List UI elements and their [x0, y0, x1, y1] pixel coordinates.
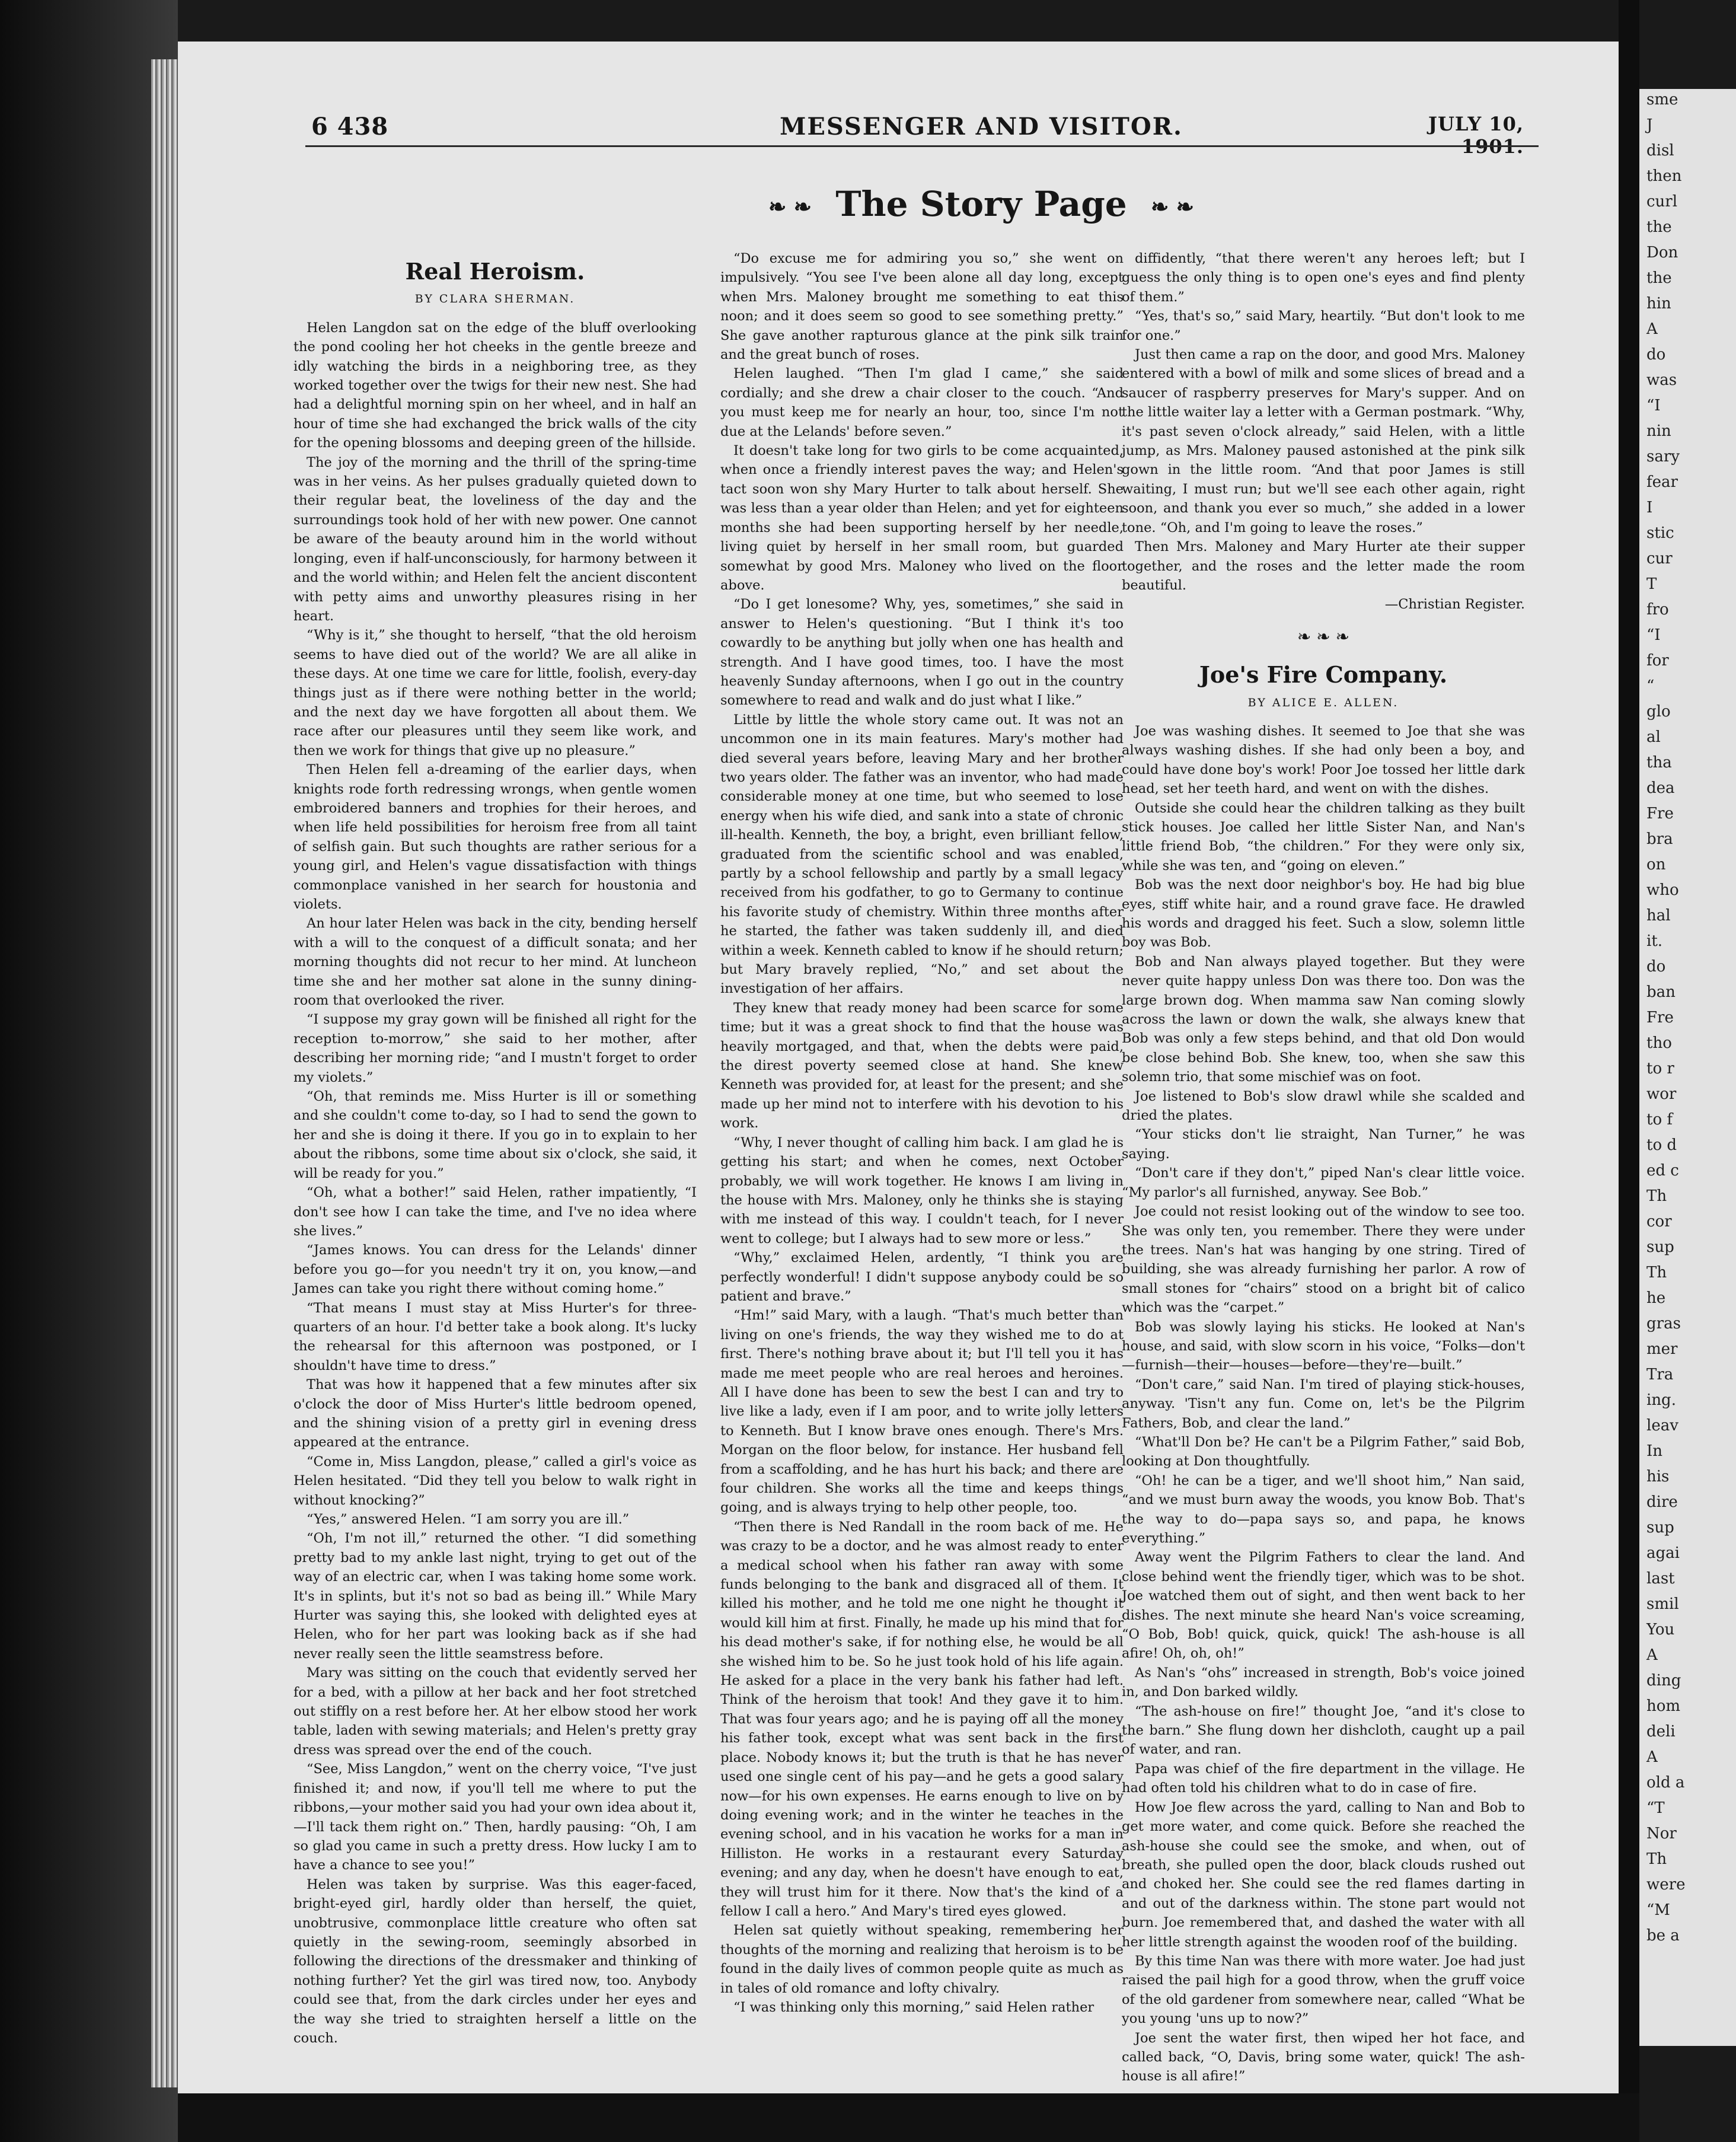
facing-page-text-fragment: his	[1646, 1468, 1670, 1486]
facing-page-text-fragment: “	[1646, 677, 1655, 695]
facing-page-text-fragment: glo	[1646, 703, 1671, 721]
facing-page-text-fragment: be a	[1646, 1927, 1680, 1945]
masthead-title: MESSENGER AND VISITOR.	[780, 113, 1183, 141]
byline-clara-sherman: BY CLARA SHERMAN.	[414, 292, 576, 306]
facing-page-text-fragment: T	[1646, 575, 1657, 593]
story-title-joes-fire-company: Joe's Fire Company.	[1199, 661, 1448, 689]
page-number: 6 438	[311, 113, 389, 141]
source-credit: —Christian Register.	[1384, 597, 1525, 613]
paragraph: diffidently, “that there weren't any heroes left; but I guess the only thing is to open one's eyes and find plenty of them.”	[1122, 251, 1525, 305]
facing-page-text-fragment: tho	[1646, 1034, 1672, 1052]
paragraph: “Yes,” answered Helen. “I am sorry you are ill.”	[307, 1512, 630, 1527]
paragraph: Little by little the whole story came out. It was not an uncommon one in its main features. Mary's mother had died several years before, leaving Mary and her brother two years older. The father was an inventor, who had made considerable money at one time, but who seemed to lose energy when his wife died, and sank into a state of chronic ill-health. Kenneth, the boy, a bright, even brilliant fellow, graduated from the scientific school and was enabled, partly by a school fellowship and partly by a small legacy received from his godfather, to go to Germany to continue his favorite study of chemistry. Within three months after he started, the father was taken suddenly ill, and died within a week. Kenneth cabled to know if he should return; but Mary bravely replied, “No,” and set about the investigation of her affairs.	[720, 712, 1124, 997]
facing-page-text-fragment: Nor	[1646, 1825, 1677, 1843]
facing-page-text-fragment: mer	[1646, 1340, 1678, 1358]
paragraph: They knew that ready money had been scarce for some time; but it was a great shock to find that the house was heavily mortgaged, and that, when the debts were paid, the direst poverty seemed close at hand. She knew Kenneth was provided for, at least for the present; and she made up her mind not to interfere with his devotion to his work.	[720, 1000, 1124, 1131]
paragraph: “Don't care,” said Nan. I'm tired of playing stick-houses, anyway. 'Tisn't any fun. Come on, let's be the Pilgrim Fathers, Bob, and clear the land.”	[1122, 1376, 1525, 1431]
facing-page-text-fragment: dire	[1646, 1493, 1678, 1511]
section-title: The Story Page	[835, 184, 1127, 224]
facing-page-text-fragment: ban	[1646, 983, 1676, 1001]
facing-page-text-fragment: “I	[1646, 626, 1661, 644]
facing-page-text-fragment: do	[1646, 346, 1666, 364]
paragraph: Papa was chief of the fire department in the village. He had often told his children what to do in case of fire.	[1122, 1761, 1525, 1796]
paragraph: Bob was the next door neighbor's boy. He had big blue eyes, stiff white hair, and a round grave face. He drawled his words and dragged his feet. Such a slow, solemn little boy was Bob.	[1122, 877, 1525, 951]
facing-page-text-fragment: Don	[1646, 244, 1678, 262]
paragraph: “Yes, that's so,” said Mary, heartily. “But don't look to me for one.”	[1122, 308, 1525, 343]
facing-page-text-fragment: sme	[1646, 91, 1678, 109]
facing-page-text-fragment: was	[1646, 371, 1677, 389]
section-heading	[762, 184, 1201, 224]
paragraph: As Nan's “ohs” increased in strength, Bob's voice joined in, and Don barked wildly.	[1122, 1665, 1525, 1700]
byline-alice-allen: BY ALICE E. ALLEN.	[1247, 696, 1399, 709]
header-rule	[305, 145, 1539, 147]
paragraph: Outside she could hear the children talking as they built stick houses. Joe called her little Sister Nan, and Nan's little friend Bob, “the children.” For they were only six, while she was ten, and “going on eleven.”	[1122, 800, 1525, 874]
paragraph: Joe sent the water first, then wiped her hot face, and called back, “O, Davis, bring some water, quick! The ash-house is all afire!”	[1122, 2030, 1525, 2084]
real-heroism-ending	[1122, 249, 1525, 595]
paragraph: It doesn't take long for two girls to be come acquainted, when once a friendly interest paves the way; and Helen's tact soon won shy Mary Hurter to talk about herself. She was less than a year older than Helen; and yet for eighteen months she had been supporting herself by her needle, living quiet by herself in her small room, but guarded somewhat by good Mrs. Maloney who lived on the floor above.	[720, 443, 1124, 593]
facing-page-text-fragment: “I	[1646, 397, 1661, 415]
paragraph: Bob was slowly laying his sticks. He looked at Nan's house, and said, with slow scorn in his voice, “Folks—don't—furnish—their—houses—before—they're—built.”	[1122, 1319, 1525, 1373]
column-1	[293, 249, 697, 2070]
facing-page-text-fragment: Tra	[1646, 1366, 1674, 1384]
facing-page-text-fragment: were	[1646, 1876, 1686, 1894]
facing-page-text-fragment: A	[1646, 320, 1658, 338]
facing-page-text-fragment: ing.	[1646, 1391, 1676, 1409]
facing-page-text-fragment: the	[1646, 218, 1672, 236]
facing-page-text-fragment: “T	[1646, 1799, 1665, 1817]
paragraph: “Oh, what a bother!” said Helen, rather impatiently, “I don't see how I can take the time, and I've no idea where she lives.”	[293, 1185, 697, 1239]
facing-page-text-fragment: old a	[1646, 1774, 1685, 1792]
paragraph: “Do excuse me for admiring you so,” she went on impulsively. “You see I've been alone all day long, except when Mrs. Maloney brought me something to eat this noon; and it does seem so good to see something pretty.” She gave another rapturous glance at the pink silk train and the great bunch of roses.	[720, 251, 1124, 363]
paragraph: “James knows. You can dress for the Lelands' dinner before you go—for you needn't try it on, you know,—and James can take you right there without coming home.”	[293, 1242, 697, 1297]
paragraph: “Oh, I'm not ill,” returned the other. “I did something pretty bad to my ankle last night, trying to get out of the way of an electric car, when I was taking home some work. It's in splints, but it's not so bad as being ill.” While Mary Hurter was saying this, she looked with delighted eyes at Helen, who for her part was looking back as if she had never really seen the little seamstress before.	[293, 1531, 697, 1662]
facing-page-text-fragment: sup	[1646, 1238, 1674, 1256]
paragraph: “Oh, that reminds me. Miss Hurter is ill or something and she couldn't come to-day, so I had to send the gown to her and she is doing it there. If you go in to explain to her about the ribbons, some time about six o'clock, she said, it will be ready for you.”	[293, 1089, 697, 1181]
facing-page-text-fragment: ed c	[1646, 1162, 1679, 1180]
newspaper-page	[178, 42, 1619, 2093]
facing-page-text-fragment: hal	[1646, 907, 1671, 925]
paragraph: “I suppose my gray gown will be finished all right for the reception to-morrow,” she said to her mother, after describing her morning ride; “and I mustn't forget to order my violets.”	[293, 1012, 697, 1085]
paragraph: “What'll Don be? He can't be a Pilgrim Father,” said Bob, looking at Don thoughtfully.	[1122, 1434, 1525, 1470]
paragraph: Away went the Pilgrim Fathers to clear the land. And close behind went the friendly tiger, which was to be shot. Joe watched them out of sight, and then went back to her dishes. The next minute she heard Nan's voice screaming, “O Bob, Bob! quick, quick, quick! The ash-house is all afire! Oh, oh, oh!”	[1122, 1550, 1525, 1662]
facing-page-text-fragment: to d	[1646, 1136, 1677, 1154]
facing-page-text-fragment: tha	[1646, 754, 1672, 772]
paragraph: “Don't care if they don't,” piped Nan's clear little voice. “My parlor's all furnished, anyway. See Bob.”	[1122, 1165, 1525, 1200]
paragraph: Helen was taken by surprise. Was this eager-faced, bright-eyed girl, hardly older than herself, the quiet, unobtrusive, commonplace little creature who often sat quietly in the sewing-room, seemingly absorbed in following the directions of the dressmaker and thinking of nothing further? Yet the girl was tired now, too. Anybody could see that, from the dark circles under her eyes and the way she tried to straighten herself a little on the couch.	[293, 1876, 697, 2046]
bottom-shadow	[178, 2093, 1639, 2142]
paragraph: The joy of the morning and the thrill of the spring-time was in her veins. As her pulses gradually quieted down to their regular beat, the loveliness of the day and the surroundings took hold of her with new power. One cannot be aware of the beauty around him in the world without longing, even if half-unconsciously, for harmony between it and the world within; and Helen felt the ancient discontent with petty aims and unworthy pleasures rising in her heart.	[293, 454, 697, 624]
paragraph: “Why, I never thought of calling him back. I am glad he is getting his start; and when he comes, next October probably, we will work together. He knows I am living in the house with Mrs. Maloney, only he thinks she is staying with me instead of this way. I couldn't teach, for I never went to college; but I always had to sew more or less.”	[720, 1134, 1124, 1247]
facing-page-text-fragment: Fre	[1646, 1009, 1674, 1027]
facing-page-text-fragment: nin	[1646, 422, 1671, 440]
column-2-body	[720, 249, 1124, 2017]
paragraph: An hour later Helen was back in the city, bending herself with a will to the conquest of a difficult sonata; and her morning thoughts did not recur to her mind. At luncheon time she and her mother sat alone in the sunny dining-room that overlooked the river.	[293, 916, 697, 1009]
facing-page-text-fragment: A	[1646, 1646, 1658, 1664]
facing-page-text-fragment: “M	[1646, 1901, 1670, 1919]
facing-page-text-fragment: smil	[1646, 1595, 1679, 1613]
facing-page-text-fragment: stic	[1646, 524, 1674, 542]
facing-page-text-fragment: J	[1646, 116, 1653, 134]
paragraph: “Oh! he can be a tiger, and we'll shoot him,” Nan said, “and we must burn away the woods, you know Bob. That's the way to do—papa says so, and papa, he knows everything.”	[1122, 1472, 1525, 1546]
facing-page-text-fragment: cor	[1646, 1213, 1672, 1231]
paragraph: “Then there is Ned Randall in the room back of me. He was crazy to be a doctor, and he was almost ready to enter a medical school when his father ran away with some funds belonging to the bank and disgraced all of them. It killed his mother, and he told me one night he thought it would kill him at first. Finally, he made up his mind that for his dead mother's sake, if for nothing else, he would be all she wished him to be. So he just took hold of his life again. He asked for a place in the very bank his father had left. Think of the heroism that took! And they gave it to him. That was four years ago; and he is paying off all the money his father took, except what was sent back in the first place. Nobody knows it; but the truth is that he has never used one single cent of his pay—and he gets a good salary now—for his own expenses. He earns enough to live on by doing evening work; and in the winter he teaches in the evening school, and in his vacation he works for a man in Hilliston. He works in a restaurant every Saturday evening; and any day, when he doesn't have enough to eat, they will trust him for it there. Now that's the kind of a fellow I call a hero.” And Mary's tired eyes glowed.	[720, 1519, 1124, 1919]
paragraph: Mary was sitting on the couch that evidently served her for a bed, with a pillow at her back and her foot stretched out stiffly on a rest before her. At her elbow stood her work table, laden with sewing materials; and Helen's pretty gray dress was spread over the end of the couch.	[293, 1665, 697, 1758]
paragraph: Joe was washing dishes. It seemed to Joe that she was always washing dishes. If she had only been a boy, and could have done boy's work! Poor Joe tossed her little dark head, set her teeth hard, and went on with the dishes.	[1122, 723, 1525, 797]
paragraph: Bob and Nan always played together. But they were never quite happy unless Don was there too. Don was the large brown dog. When mamma saw Nan coming slowly across the lawn or down the walk, she always knew that Bob was only a few steps behind, and that old Don would be close behind Bob. She knew, too, when she saw this solemn trio, that some mischief was on foot.	[1122, 954, 1525, 1085]
facing-page-fragment	[1639, 89, 1736, 2046]
facing-page-text-fragment: gras	[1646, 1315, 1681, 1333]
facing-page-text-fragment: A	[1646, 1748, 1658, 1766]
paragraph: Helen Langdon sat on the edge of the bluff overlooking the pond cooling her hot cheeks in the gentle breeze and idly watching the birds in a neighboring tree, as they worked together over the twigs for their new nest. She had had a delightful morning spin on her wheel, and in half an hour of time she had exchanged the brick walls of the city for the opening blossoms and deeping green of the hillside.	[293, 320, 697, 451]
paragraph: Then Mrs. Maloney and Mary Hurter ate their supper together, and the roses and the letter made the room beautiful.	[1122, 539, 1525, 593]
paragraph: “Why is it,” she thought to herself, “that the old heroism seems to have died out of the world? We are all alike in these days. At one time we care for little, foolish, every-day things just as if there were nothing better in the world; and the next day we have forgotten all about them. We race after our pleasures until they seem like work, and then we work for things that give up no pleasure.”	[293, 627, 697, 758]
facing-page-text-fragment: it.	[1646, 932, 1663, 950]
facing-page-text-fragment: do	[1646, 958, 1666, 976]
facing-page-text-fragment: the	[1646, 269, 1672, 287]
facing-page-text-fragment: disl	[1646, 142, 1674, 160]
paragraph: Joe could not resist looking out of the window to see too. She was only ten, you remember. There they were under the trees. Nan's hat was hanging by one string. Tired of building, she was already furnishing her parlor. A row of small stones for “chairs” stood on a bright bit of calico which was the “carpet.”	[1122, 1204, 1525, 1316]
column-2	[720, 249, 1124, 2070]
paragraph: Joe listened to Bob's slow drawl while she scalded and dried the plates.	[1122, 1088, 1525, 1124]
paragraph: “The ash-house on fire!” thought Joe, “and it's close to the barn.” She flung down her dishcloth, caught up a pail of water, and ran.	[1122, 1703, 1525, 1758]
facing-page-text-fragment: he	[1646, 1289, 1666, 1307]
paragraph: “I was thinking only this morning,” said Helen rather	[733, 1999, 1094, 2015]
facing-page-text-fragment: deli	[1646, 1723, 1676, 1741]
paragraph: Then Helen fell a-dreaming of the earlier days, when knights rode forth redressing wrongs, when gentle women embroidered banners and trophies for their heroes, and when life held possibilities for heroism free from all taint of selfish gain. But such thoughts are rather serious for a young girl, and Helen's vague dissatisfaction with things commonplace vanished in her search for houstonia and violets.	[293, 762, 697, 912]
facing-page-text-fragment: bra	[1646, 830, 1673, 848]
facing-page-text-fragment: You	[1646, 1621, 1675, 1639]
column-1-body	[293, 318, 697, 2048]
facing-page-text-fragment: for	[1646, 652, 1669, 670]
facing-page-text-fragment: Th	[1646, 1264, 1667, 1282]
facing-page-text-fragment: who	[1646, 881, 1679, 899]
facing-page-text-fragment: on	[1646, 856, 1666, 874]
facing-page-text-fragment: Th	[1646, 1850, 1667, 1868]
story-separator-ornament: ❧ ❧ ❧	[1297, 626, 1350, 646]
page-gutter	[1619, 0, 1639, 2142]
paragraph: How Joe flew across the yard, calling to Nan and Bob to get more water, and come quick. Before she reached the ash-house she could see the smoke, and when, out of breath, she pulled open the door, black clouds rushed out and choked her. She could see the red flames darting in and out of the darkness within. The stone part would not burn. Joe remembered that, and dashed the water with all her little strength against the wooden roof of the building.	[1122, 1799, 1525, 1950]
leaf-ornament-left-icon: ❧ ❧	[768, 195, 812, 219]
paragraph: “That means I must stay at Miss Hurter's for three-quarters of an hour. I'd better take a book along. It's lucky the rehearsal for this afternoon was postponed, or I shouldn't have time to dress.”	[293, 1300, 697, 1373]
facing-page-text-fragment: I	[1646, 499, 1653, 517]
facing-page-text-fragment: fro	[1646, 601, 1669, 619]
facing-page-text-fragment: sary	[1646, 448, 1680, 466]
facing-page-text-fragment: agai	[1646, 1544, 1680, 1562]
facing-page-text-fragment: Th	[1646, 1187, 1667, 1205]
paragraph: “Your sticks don't lie straight, Nan Turner,” he was saying.	[1122, 1127, 1525, 1162]
paragraph: “Come in, Miss Langdon, please,” called a girl's voice as Helen hesitated. “Did they tell you below to walk right in without knocking?”	[293, 1454, 697, 1508]
joes-fire-company-body	[1122, 722, 1525, 2086]
paragraph: By this time Nan was there with more water. Joe had just raised the pail high for a good throw, when the gruff voice of the old gardener from somewhere near, called “What be you young 'uns up to now?”	[1122, 1953, 1525, 2027]
facing-page-text-fragment: hom	[1646, 1697, 1681, 1715]
facing-page-text-fragment: curl	[1646, 193, 1678, 211]
facing-page-text-fragment: leav	[1646, 1417, 1678, 1435]
paragraph: “Hm!” said Mary, with a laugh. “That's much better than living on one's friends, the way they wished me to do at first. There's nothing brave about it; but I'll tell you it has made me meet people who are real heroes and heroines. All I have done has been to sew the best I can and try to live like a lady, even if I am poor, and to write jolly letters to Kenneth. But I know brave ones enough. There's Mrs. Morgan on the floor below, for instance. Her husband fell from a scaffolding, and he has hurt his back; and there are four children. She works all the time and keeps things going, and is always trying to help other people, too.	[720, 1308, 1124, 1516]
facing-page-text-fragment: cur	[1646, 550, 1673, 568]
bound-page-edges	[151, 59, 180, 2087]
paragraph: Helen laughed. “Then I'm glad I came,” she said cordially; and she drew a chair closer to the couch. “And you must keep me for nearly an hour, too, since I'm not due at the Lelands' before seven.”	[720, 366, 1124, 439]
facing-page-text-fragment: Fre	[1646, 805, 1674, 823]
facing-page-text-fragment: In	[1646, 1442, 1663, 1460]
facing-page-text-fragment: last	[1646, 1570, 1675, 1588]
paragraph: Just then came a rap on the door, and good Mrs. Maloney entered with a bowl of milk and some slices of bread and a saucer of raspberry preserves for Mary's supper. And on the little waiter lay a letter with a German postmark. “Why, it's past seven o'clock already,” said Helen, with a little jump, as Mrs. Maloney paused astonished at the pink silk gown in the little room. “And that poor James is still waiting, I must run; but we'll see each other again, right soon, and thank you ever so much,” she added in a lower tone. “Oh, and I'm going to leave the roses.”	[1122, 347, 1525, 536]
column-3	[1122, 249, 1525, 2084]
paragraph: That was how it happened that a few minutes after six o'clock the door of Miss Hurter's little bedroom opened, and the shining vision of a pretty girl in evening dress appeared at the entrance.	[293, 1377, 697, 1451]
facing-page-text-fragment: to r	[1646, 1060, 1674, 1078]
facing-page-text-fragment: ding	[1646, 1672, 1681, 1690]
facing-page-text-fragment: sup	[1646, 1519, 1674, 1537]
leaf-ornament-right-icon: ❧ ❧	[1151, 195, 1194, 219]
paragraph: Helen sat quietly without speaking, remembering her thoughts of the morning and realizing that heroism is to be found in the daily lives of common people quite as much as in tales of old romance and lofty chivalry.	[720, 1923, 1124, 1996]
facing-page-text-fragment: fear	[1646, 473, 1678, 491]
issue-date: JULY 10, 1901.	[1428, 113, 1524, 158]
facing-page-text-fragment: wor	[1646, 1085, 1677, 1103]
paragraph: “Why,” exclaimed Helen, ardently, “I think you are perfectly wonderful! I didn't suppose anybody could be so patient and brave.”	[720, 1250, 1124, 1304]
story-title-real-heroism: Real Heroism.	[405, 258, 585, 285]
facing-page-text-fragment: then	[1646, 167, 1682, 185]
facing-page-text-fragment: to f	[1646, 1111, 1673, 1129]
paragraph: “See, Miss Langdon,” went on the cherry voice, “I've just finished it; and now, if you'll tell me where to put the ribbons,—your mother said you had your own idea about it,—I'll tack them right on.” Then, hardly pausing: “Oh, I am so glad you came in such a pretty dress. How lucky I am to have a chance to see you!”	[293, 1761, 697, 1873]
facing-page-text-fragment: dea	[1646, 779, 1675, 797]
facing-page-text-fragment: hin	[1646, 295, 1671, 313]
paragraph: “Do I get lonesome? Why, yes, sometimes,” she said in answer to Helen's questioning. “But I think it's too cowardly to be anything but jolly when one has health and strength. And I have good times, too. I have the most heavenly Sunday afternoons, when I go out in the country somewhere to read and walk and do just what I like.”	[720, 597, 1124, 709]
facing-page-text-fragment: al	[1646, 728, 1661, 746]
